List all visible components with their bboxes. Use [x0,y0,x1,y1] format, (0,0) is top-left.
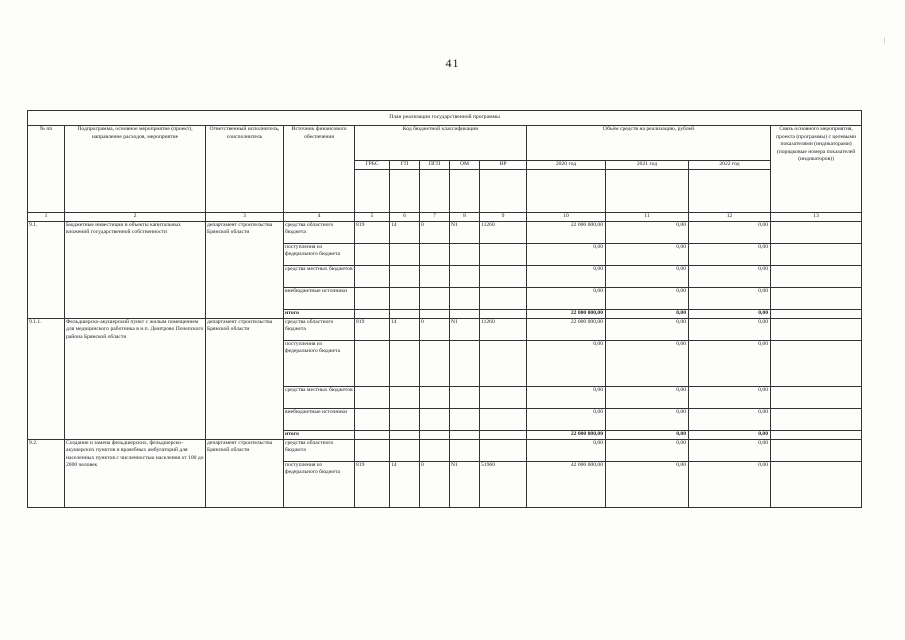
indicator-link [771,386,862,408]
amount-2022: 0,00 [689,408,771,430]
activity-name: Создание и замена фельдшерских, фельдшерско-акушерских пунктов и врачебных амбулаторий для населенных пунктов с численностью населения от 100 до 2000 человек [65,439,206,507]
code-pgp [420,309,450,318]
amount-2020: 0,00 [527,408,606,430]
code-om [450,408,480,430]
code-pgp: 0 [420,318,450,340]
indicator-link [771,265,862,287]
header-om: ОМ [450,161,480,170]
amount-2020: 0,00 [527,265,606,287]
header-2021: 2021 год [606,161,689,170]
code-gp [390,439,420,461]
funding-source: итого [284,430,355,439]
indicator-link [771,461,862,507]
code-pgp [420,265,450,287]
header-gp: ГП [390,161,420,170]
header-np: НР [480,161,527,170]
amount-2021: 0,00 [606,287,689,309]
amount-2020: 22 000 000,00 [527,318,606,340]
amount-2020: 42 000 000,00 [527,461,606,507]
amount-2022: 0,00 [689,265,771,287]
responsible-executor: департамент строительства Брянской области [206,439,284,507]
code-gp: 14 [390,461,420,507]
code-gp [390,265,420,287]
table-row [28,318,862,340]
indicator-link [771,221,862,243]
code-gp [390,309,420,318]
header-2022: 2022 год [689,161,771,170]
code-grbs: 819 [355,221,390,243]
code-om [450,386,480,408]
code-pgp [420,386,450,408]
code-gp: 14 [390,318,420,340]
column-number: 1 [28,212,65,221]
row-number: 9.1. [28,221,65,318]
column-number: 12 [689,212,771,221]
amount-2022: 0,00 [689,340,771,386]
amount-2022: 0,00 [689,287,771,309]
column-number: 2 [65,212,206,221]
code-gp [390,287,420,309]
amount-2021: 0,00 [606,430,689,439]
amount-2020: 0,00 [527,340,606,386]
code-gp [390,243,420,265]
code-pgp [420,430,450,439]
code-grbs [355,430,390,439]
table-body [28,221,862,507]
scan-mark: | [884,38,886,44]
row-number: 9.2. [28,439,65,507]
code-np [480,309,527,318]
code-pgp [420,287,450,309]
code-grbs: 819 [355,318,390,340]
code-om: N1 [450,221,480,243]
amount-2022: 0,00 [689,430,771,439]
amount-2020: 0,00 [527,287,606,309]
amount-2021: 0,00 [606,408,689,430]
code-np [480,408,527,430]
header-grbs: ГРБС [355,161,390,170]
amount-2022: 0,00 [689,439,771,461]
activity-name: Бюджетные инвестиции в объекты капитальных вложений государственной собственности [65,221,206,318]
column-number: 6 [390,212,420,221]
code-grbs [355,439,390,461]
code-om [450,265,480,287]
code-grbs [355,287,390,309]
indicator-link [771,340,862,386]
funding-source: поступления из федерального бюджета [284,340,355,386]
activity-name: Фельдшерско-акушерский пункт с жилым помещением для медицинского работника в н.п. Дмитрово Почепского района Брянской области [65,318,206,439]
header-subprogram: Подпрограмма, основное мероприятие (проект), направление расходов, мероприятие [65,126,206,213]
amount-2020: 22 000 000,00 [527,221,606,243]
amount-2021: 0,00 [606,243,689,265]
funding-source: средства областного бюджета [284,221,355,243]
row-number: 9.1.1. [28,318,65,439]
indicator-link [771,309,862,318]
code-np: 11260 [480,318,527,340]
code-pgp: 0 [420,461,450,507]
program-plan-table [27,110,862,508]
funding-source: средства областного бюджета [284,439,355,461]
page-number: 41 [445,56,460,70]
code-pgp: 0 [420,221,450,243]
indicator-link [771,430,862,439]
amount-2021: 0,00 [606,340,689,386]
code-grbs [355,386,390,408]
code-np [480,287,527,309]
column-number: 10 [527,212,606,221]
code-np [480,340,527,386]
code-pgp [420,340,450,386]
code-pgp [420,408,450,430]
responsible-executor: департамент строительства Брянской области [206,318,284,439]
funding-source: средства местных бюджетов [284,265,355,287]
column-number: 5 [355,212,390,221]
indicator-link [771,439,862,461]
code-gp [390,408,420,430]
funding-source: поступления из федерального бюджета [284,243,355,265]
code-om: N1 [450,461,480,507]
indicator-link [771,243,862,265]
column-number: 3 [206,212,284,221]
amount-2021: 0,00 [606,309,689,318]
code-np [480,430,527,439]
code-gp [390,340,420,386]
code-gp [390,430,420,439]
code-grbs: 819 [355,461,390,507]
indicator-link [771,408,862,430]
amount-2020: 22 000 000,00 [527,430,606,439]
header-responsible: Ответственный исполнитель, соисполнитель [206,126,284,213]
amount-2020: 0,00 [527,386,606,408]
column-number: 13 [771,212,862,221]
code-om [450,430,480,439]
amount-2021: 0,00 [606,439,689,461]
code-np [480,386,527,408]
code-om [450,340,480,386]
header-num: № пп [28,126,65,213]
code-grbs [355,243,390,265]
amount-2021: 0,00 [606,461,689,507]
code-pgp [420,439,450,461]
code-grbs [355,408,390,430]
amount-2022: 0,00 [689,318,771,340]
code-gp [390,386,420,408]
table-title: План реализации государственной программы [28,111,862,126]
code-grbs [355,309,390,318]
code-pgp [420,243,450,265]
amount-2022: 0,00 [689,243,771,265]
funding-source: внебюджетные источники [284,287,355,309]
funding-source: итого [284,309,355,318]
code-np [480,439,527,461]
column-number: 8 [450,212,480,221]
header-pgp: ПГП [420,161,450,170]
amount-2021: 0,00 [606,318,689,340]
amount-2021: 0,00 [606,386,689,408]
header-2020: 2020 год [527,161,606,170]
code-om [450,243,480,265]
funding-source: внебюджетные источники [284,408,355,430]
column-number: 11 [606,212,689,221]
code-np [480,265,527,287]
funding-source: средства областного бюджета [284,318,355,340]
code-np [480,243,527,265]
funding-source: средства местных бюджетов [284,386,355,408]
code-om [450,439,480,461]
amount-2021: 0,00 [606,265,689,287]
responsible-executor: департамент строительства Брянской области [206,221,284,318]
column-number: 7 [420,212,450,221]
header-source: Источник финансового обеспечения [284,126,355,213]
code-gp: 14 [390,221,420,243]
column-number-row [28,212,862,221]
header-volume: Объём средств на реализацию, рублей [527,126,771,161]
header-budget-code: Код бюджетной классификации [355,126,527,161]
amount-2022: 0,00 [689,221,771,243]
amount-2020: 0,00 [527,243,606,265]
amount-2022: 0,00 [689,309,771,318]
indicator-link [771,287,862,309]
amount-2020: 22 000 000,00 [527,309,606,318]
code-om: N1 [450,318,480,340]
code-om [450,287,480,309]
amount-2022: 0,00 [689,386,771,408]
column-number: 9 [480,212,527,221]
code-np: 11260 [480,221,527,243]
code-np: 51960 [480,461,527,507]
code-grbs [355,340,390,386]
column-number: 4 [284,212,355,221]
amount-2022: 0,00 [689,461,771,507]
indicator-link [771,318,862,340]
table-row [28,221,862,243]
amount-2020: 0,00 [527,439,606,461]
header-link: Связь основного мероприятия, проекта (программы) с целевыми показателями (индикаторами) (порядковые номера показателей (индикаторов)) [771,126,862,213]
table-row [28,439,862,461]
funding-source: поступления из федерального бюджета [284,461,355,507]
amount-2021: 0,00 [606,221,689,243]
code-grbs [355,265,390,287]
code-om [450,309,480,318]
